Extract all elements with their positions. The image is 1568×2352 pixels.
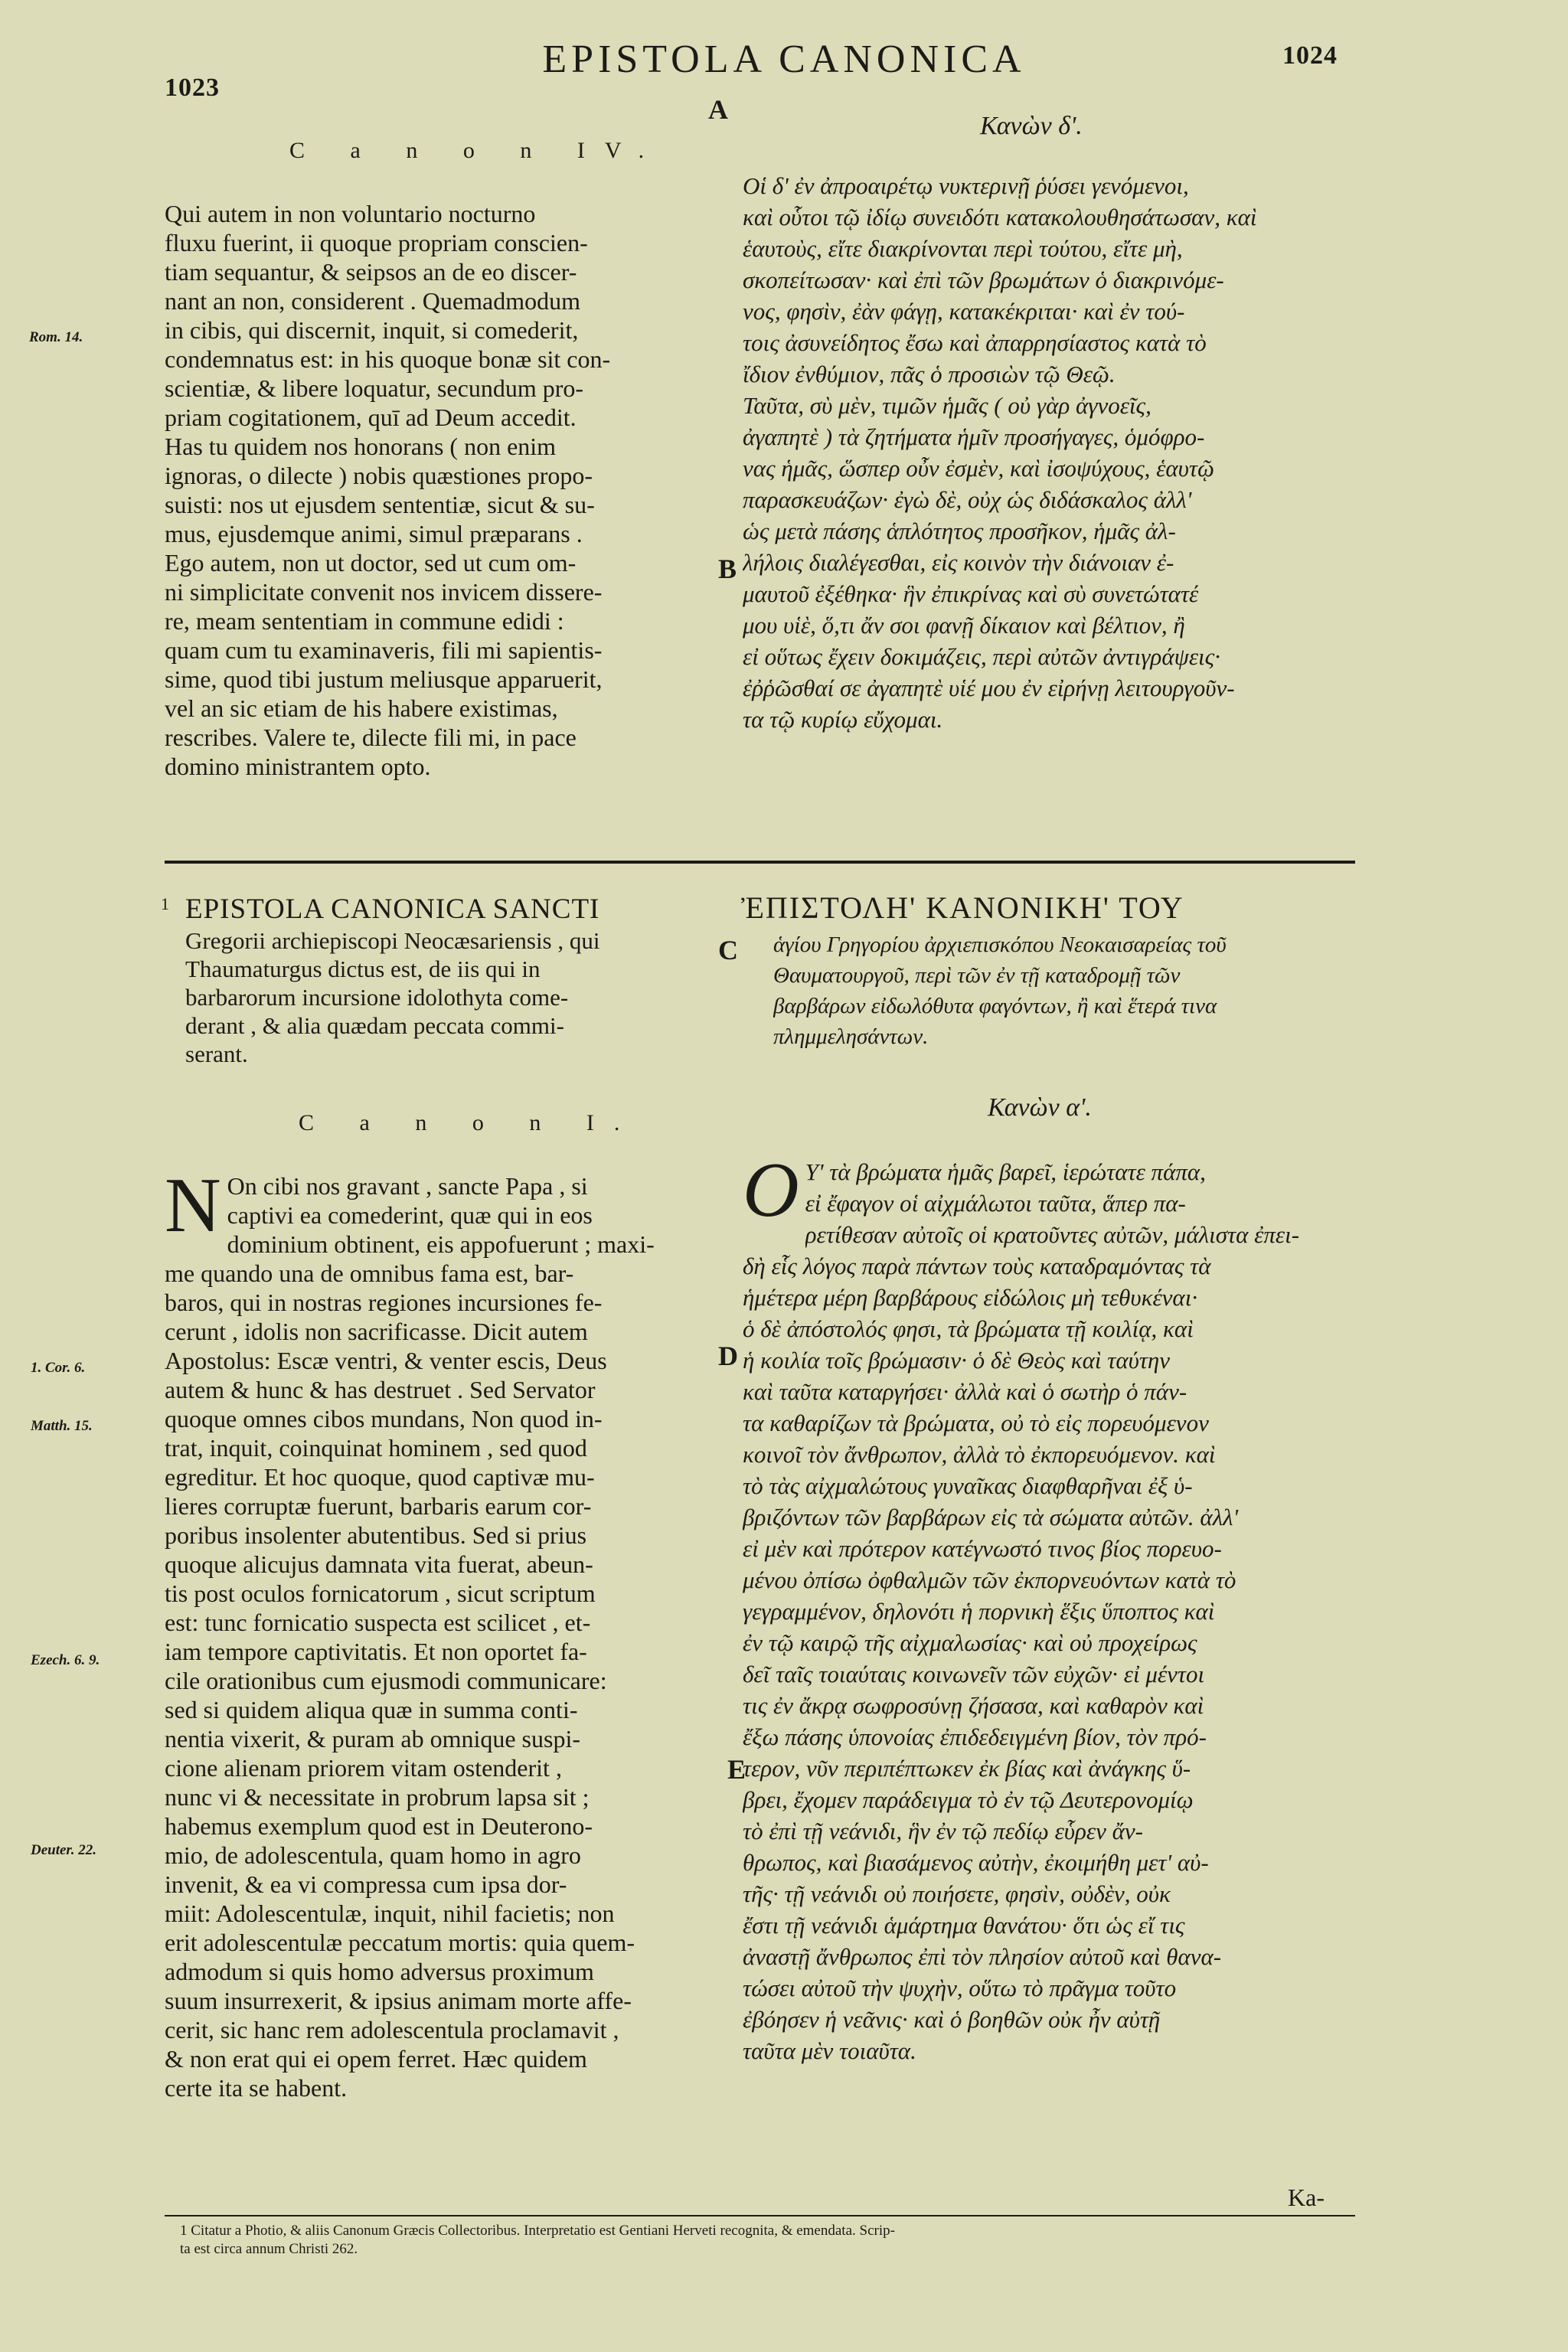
section-letter-b: B [718,554,737,584]
latin-drop-cap: N [165,1162,221,1249]
epistle-greek-subtitle [773,929,1355,1052]
section-letter-e: E [727,1754,746,1785]
text-line: τερον, νῦν περιπέπτωκεν ἐκ βίας καὶ ἀνάγκης ὕ- [743,1755,1191,1782]
text-line: in cibis, qui discernit, inquit, si comederit, [165,316,579,344]
text-line: Θαυματουργοῦ, περὶ τῶν ἐν τῇ καταδρομῇ τῶν [773,963,1181,988]
text-line: παρασκευάζων· ἐγὼ δὲ, οὐχ ὡς διδάσκαλος ἀλλ' [743,486,1192,513]
canon-iv-latin-text [165,199,724,781]
text-line: τα καθαρίζων τὰ βρώματα, οὐ τὸ εἰς πορευόμενον [743,1410,1209,1436]
text-line: dominium obtinent, eis appofuerunt ; maxi- [227,1230,655,1258]
text-line: habemus exemplum quod est in Deuterono- [165,1812,593,1840]
text-line: est: tunc fornicatio suspecta est scilicet , et- [165,1609,591,1636]
text-line: ὁ δὲ ἀπόστολός φησι, τὰ βρώματα τῇ κοιλίᾳ, καὶ [743,1315,1194,1342]
text-line: fluxu fuerint, ii quoque propriam conscien- [165,229,588,256]
text-line: tis post oculos fornicatorum , sicut scriptum [165,1579,596,1607]
text-line: baros, qui in nostras regiones incursiones fe- [165,1289,603,1316]
text-line: captivi ea comederint, quæ qui in eos [227,1201,593,1229]
text-line: autem & hunc & has destruet . Sed Servator [165,1376,596,1403]
text-line: ἐβόησεν ἡ νεᾶνις· καὶ ὁ βοηθῶν οὐκ ἦν αὐτῇ [743,2006,1161,2033]
margin-note-rom: Rom. 14. [29,329,83,345]
text-line: λήλοις διαλέγεσθαι, εἰς κοινὸν τὴν διάνοιαν ἐ- [743,549,1174,576]
text-line: lieres corruptæ fuerunt, barbaris earum cor- [165,1492,592,1520]
page-number-right: 1024 [1282,41,1338,70]
text-line: vel an sic etiam de his habere existimas, [165,694,558,722]
text-line: ἡ κοιλία τοῖς βρώμασιν· ὁ δὲ Θεὸς καὶ ταύτην [743,1347,1171,1374]
text-line: certe ita se habent. [165,2074,348,2102]
text-line: On cibi nos gravant , sancte Papa , si [227,1172,588,1200]
text-line: ἀγαπητὲ ) τὰ ζητήματα ἡμῖν προσήγαγες, ὁμόφρο- [743,423,1205,450]
text-line: ἔστι τῇ νεάνιδι ἁμάρτημα θανάτου· ὅτι ὡς εἴ τις [743,1912,1185,1939]
text-line: Οἱ δ' ἐν ἀπροαιρέτῳ νυκτερινῇ ῥύσει γενόμενοι, [743,172,1189,199]
epistle-greek-title: ἘΠΙΣΤΟΛΗ' ΚΑΝΟΝΙΚΗ' ΤΟΥ [741,890,1184,925]
canon-i-latin-heading: C a n o n I. [299,1110,640,1135]
text-line: πλημμελησάντων. [773,1024,929,1049]
text-line: cile orationibus cum ejusmodi communicare: [165,1667,607,1694]
text-line: Has tu quidem nos honorans ( non enim [165,433,557,460]
text-line: Ego autem, non ut doctor, sed ut cum om- [165,549,577,577]
text-line: miit: Adolescentulæ, inquit, nihil facietis; non [165,1900,615,1927]
text-line: 1 Citatur a Photio, & aliis Canonum Græcis Collectoribus. Interpretatio est Gentiani Herveti recognita, & emendata. Scrip- [180,2223,895,2239]
text-line: νος, φησὶν, ἐὰν φάγῃ, κατακέκριται· καὶ ἐν τού- [743,298,1185,325]
text-line: τα τῷ κυρίῳ εὔχομαι. [743,706,943,733]
text-line: barbarorum incursione idolothyta come- [185,984,569,1011]
footnote-divider [165,2215,1355,2216]
canon-iv-latin-heading: C a n o n IV. [289,138,665,163]
section-letter-a: A [708,94,728,125]
section-letter-d: D [718,1341,738,1371]
text-line: mus, ejusdemque animi, simul præparans . [165,520,583,547]
text-line: quoque alicujus damnata vita fuerat, abeun- [165,1550,593,1578]
text-line: ρετίθεσαν αὐτοῖς οἱ κρατοῦντες αὐτῶν, μάλιστα ἐπει- [805,1221,1300,1248]
text-line: suum insurrexerit, & ipsius animam morte affe- [165,1987,632,2014]
text-line: & non erat qui ei opem ferret. Hæc quidem [165,2045,587,2073]
text-line: εἰ μὲν καὶ πρότερον κατέγνωστό τινος βίος πορευο- [743,1535,1222,1562]
text-line: Qui autem in non voluntario nocturno [165,200,536,227]
text-line: θρωπος, καὶ βιασάμενος αὐτὴν, ἐκοιμήθη μετ' αὐ- [743,1849,1209,1876]
margin-note-matth: Matth. 15. [31,1418,93,1434]
canon-iv-greek-heading: Κανὼν δ'. [980,112,1083,140]
text-line: καὶ ταῦτα καταργήσει· ἀλλὰ καὶ ὁ σωτὴρ ὁ πάν- [743,1378,1187,1405]
text-line: νας ἡμᾶς, ὥσπερ οὖν ἐσμὲν, καὶ ἰσοψύχους, ἑαυτῷ [743,455,1214,482]
text-line: nentia vixerit, & puram ab omnique suspi- [165,1725,580,1753]
text-line: cerunt , idolis non sacrificasse. Dicit autem [165,1318,588,1345]
text-line: δὴ εἷς λόγος παρὰ πάντων τοὺς καταδραμόντας τὰ [743,1253,1211,1279]
text-line: ἐῤῥῶσθαί σε ἀγαπητὲ υἱέ μου ἐν εἰρήνῃ λειτουργοῦν- [743,675,1235,701]
text-line: βρει, ἔχομεν παράδειγμα τὸ ἐν τῷ Δευτερονομίῳ [743,1786,1194,1813]
text-line: δεῖ ταῖς τοιαύταις κοινωνεῖν τῶν εὐχῶν· εἰ μέντοι [743,1661,1205,1687]
footnote-marker: 1 [161,894,169,913]
text-line: admodum si quis homo adversus proximum [165,1958,594,1985]
canon-iv-greek-text [743,170,1355,735]
section-letter-c: C [718,935,738,965]
text-line: καὶ οὗτοι τῷ ἰδίῳ συνειδότι κατακολουθησάτωσαν, καὶ [743,204,1257,230]
text-line: erit adolescentulæ peccatum mortis: quia quem- [165,1929,635,1956]
text-line: τῆς· τῇ νεάνιδι οὐ ποιήσετε, φησὶν, οὐδὲν, οὐκ [743,1880,1171,1907]
text-line: priam cogitationem, quī ad Deum accedit. [165,403,577,431]
running-title: EPISTOLA CANONICA [542,38,1026,81]
text-line: κοινοῖ τὸν ἄνθρωπον, ἀλλὰ τὸ ἐκπορευόμενον. καὶ [743,1441,1216,1468]
greek-drop-cap: O [743,1147,799,1233]
text-line: cione alienam priorem vitam ostenderit , [165,1754,562,1782]
canon-i-latin-text [165,1162,724,2102]
text-line: ta est circa annum Christi 262. [180,2241,358,2257]
text-line: μένου ὀπίσω ὀφθαλμῶν τῶν ἐκπορνευόντων κατὰ τὸ [743,1566,1236,1593]
text-line: ὡς μετὰ πάσης ἁπλότητος προσῆκον, ἡμᾶς ἀλ- [743,518,1176,544]
text-line: ἁγίου Γρηγορίου ἀρχιεπισκόπου Νεοκαισαρείας τοῦ [773,933,1227,957]
text-line: invenit, & ea vi compressa cum ipsa dor- [165,1870,567,1898]
margin-note-cor: 1. Cor. 6. [31,1360,86,1376]
text-line: ἐν τῷ καιρῷ τῆς αἰχμαλωσίας· καὶ οὐ προχείρως [743,1629,1197,1656]
text-line: εἰ οὕτως ἔχειν δοκιμάζεις, περὶ αὐτῶν ἀντιγράψεις· [743,643,1220,670]
text-line: iam tempore captivitatis. Et non oportet fa- [165,1638,587,1665]
text-line: τις ἐν ἄκρᾳ σωφροσύνῃ ζήσασα, καὶ καθαρὸν καὶ [743,1692,1204,1719]
text-line: sed si quidem aliqua quæ in summa conti- [165,1696,578,1723]
text-line: ἔξω πάσης ὑπονοίας ἐπιδεδειγμένη βίον, τὸν πρό- [743,1723,1207,1750]
text-line: τώσει αὐτοῦ τὴν ψυχὴν, οὕτω τὸ πρᾶγμα τοῦτο [743,1975,1177,2001]
text-line: ni simplicitate convenit nos invicem dissere- [165,578,603,606]
text-line: εἰ ἔφαγον οἱ αἰχμάλωτοι ταῦτα, ἅπερ πα- [805,1190,1186,1217]
text-line: quam cum tu examinaveris, fili mi sapientis- [165,636,603,664]
section-divider [165,861,1355,864]
catchword: Ka- [1288,2184,1325,2211]
text-line: ignoras, o dilecte ) nobis quæstiones propo- [165,462,593,489]
footnote-text [180,2222,1359,2259]
text-line: quoque omnes cibos mundans, Non quod in- [165,1405,603,1432]
text-line: nant an non, considerent . Quemadmodum [165,287,580,315]
text-line: re, meam sententiam in commune edidi : [165,607,564,635]
text-line: βριζόντων τῶν βαρβάρων εἰς τὰ σώματα αὐτῶν. ἀλλ' [743,1504,1239,1530]
text-line: rescribes. Valere te, dilecte fili mi, in pace [165,724,577,751]
margin-note-ezech: Ezech. 6. 9. [31,1652,100,1668]
text-line: βαρβάρων εἰδωλόθυτα φαγόντων, ἢ καὶ ἕτερά τινα [773,994,1217,1018]
text-line: egreditur. Et hoc quoque, quod captivæ mu- [165,1463,595,1491]
margin-note-deuter: Deuter. 22. [31,1842,97,1858]
text-line: tiam sequantur, & seipsos an de eo discer- [165,258,577,286]
epistle-latin-title: EPISTOLA CANONICA SANCTI [185,893,600,925]
text-line: Thaumaturgus dictus est, de iis qui in [185,956,541,982]
text-line: serant. [185,1040,248,1067]
text-line: ἀναστῇ ἄνθρωπος ἐπὶ τὸν πλησίον αὐτοῦ καὶ θανα- [743,1943,1222,1970]
text-line: μου υἱὲ, ὅ,τι ἄν σοι φανῇ δίκαιον καὶ βέλτιον, ἢ [743,612,1185,639]
text-line: τοις ἀσυνείδητος ἔσω καὶ ἀπαρρησίαστος κατὰ τὸ [743,329,1207,356]
text-line: me quando una de omnibus fama est, bar- [165,1259,574,1287]
text-line: mio, de adolescentula, quam homo in agro [165,1841,581,1869]
text-line: γεγραμμένον, δηλονότι ἡ πορνικὴ ἕξις ὕποπτος καὶ [743,1598,1215,1625]
text-line: condemnatus est: in his quoque bonæ sit con- [165,345,611,373]
text-line: cerit, sic hanc rem adolescentula proclamavit , [165,2016,619,2043]
text-line: poribus insolenter abutentibus. Sed si prius [165,1521,587,1549]
text-line: derant , & alia quædam peccata commi- [185,1012,564,1039]
text-line: ἴδιον ἐνθύμιον, πᾶς ὁ προσιὼν τῷ Θεῷ. [743,361,1116,387]
text-line: μαυτοῦ ἐξέθηκα· ἣν ἐπικρίνας καὶ σὺ συνετώτατέ [743,580,1199,607]
text-line: Υ' τὰ βρώματα ἡμᾶς βαρεῖ, ἱερώτατε πάπα, [805,1158,1206,1185]
text-line: Gregorii archiepiscopi Neocæsariensis , qui [185,927,600,954]
text-line: ἑαυτοὺς, εἴτε διακρίνονται περὶ τούτου, εἴτε μὴ, [743,235,1183,262]
text-line: Apostolus: Escæ ventri, & venter escis, Deus [165,1347,607,1374]
text-line: sime, quod tibi justum meliusque apparuerit, [165,665,603,693]
text-line: nunc vi & necessitate in probrum lapsa sit ; [165,1783,590,1811]
text-line: trat, inquit, coinquinat hominem , sed quod [165,1434,587,1462]
epistle-latin-subtitle [185,926,721,1068]
text-line: suisti: nos ut ejusdem sententiæ, sicut & su- [165,491,595,518]
text-line: σκοπείτωσαν· καὶ ἐπὶ τῶν βρωμάτων ὁ διακρινόμε- [743,266,1224,293]
text-line: ταῦτα μὲν τοιαῦτα. [743,2037,916,2064]
text-line: Ταῦτα, σὺ μὲν, τιμῶν ἡμᾶς ( οὐ γὰρ ἀγνοεῖς, [743,392,1152,419]
text-line: τὸ τὰς αἰχμαλώτους γυναῖκας διαφθαρῆναι ἐξ ὑ- [743,1472,1193,1499]
canon-i-greek-heading: Κανὼν α'. [988,1093,1092,1122]
text-line: domino ministrantem opto. [165,753,431,780]
page-number-left: 1023 [165,74,220,102]
text-line: τὸ ἐπὶ τῇ νεάνιδι, ἣν ἐν τῷ πεδίῳ εὗρεν ἄν- [743,1818,1143,1844]
canon-i-greek-text [743,1147,1355,2066]
text-line: scientiæ, & libere loquatur, secundum pro- [165,374,584,402]
text-line: ἡμέτερα μέρη βαρβάρους εἰδώλοις μὴ τεθυκέναι· [743,1284,1198,1311]
